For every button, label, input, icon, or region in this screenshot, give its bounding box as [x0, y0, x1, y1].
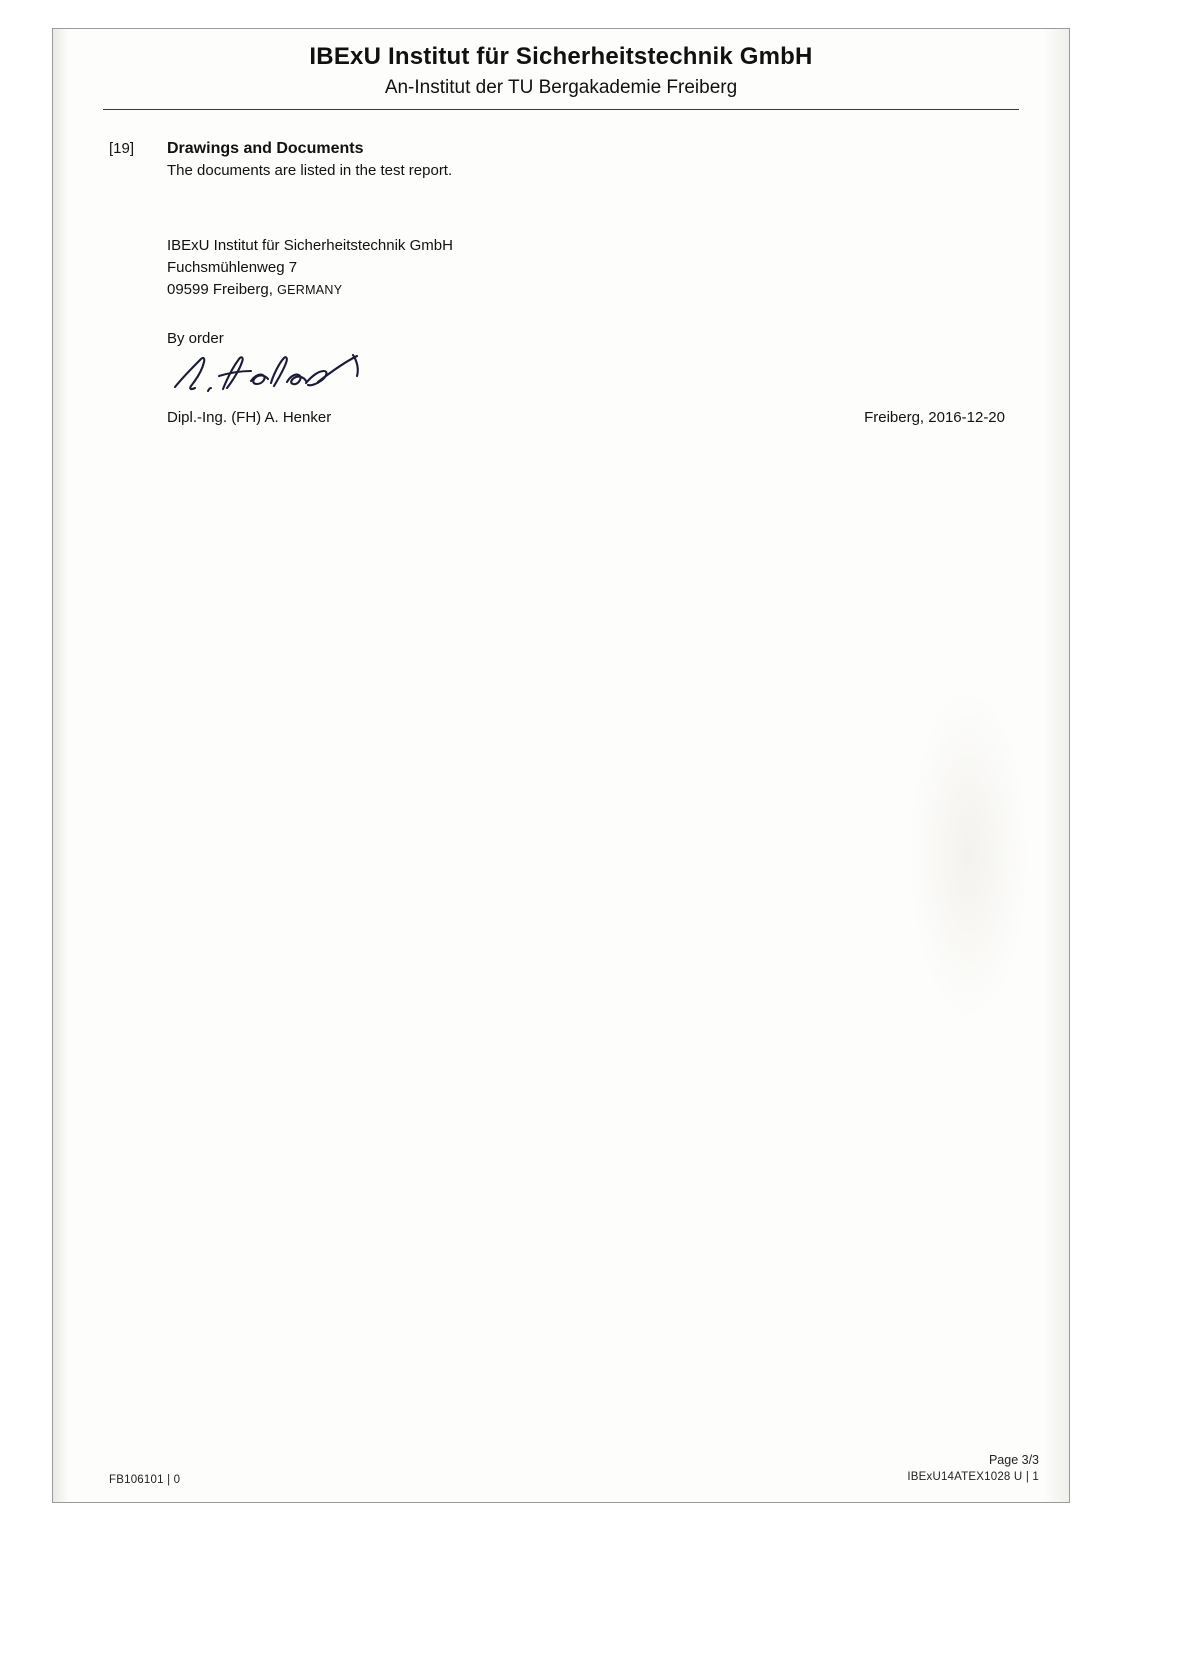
address-line-city	[167, 279, 1009, 301]
clause-title: Drawings and Documents	[167, 140, 364, 157]
address-country: GERMANY	[277, 282, 343, 297]
document-footer	[109, 1451, 1039, 1486]
clause-content	[167, 140, 1009, 179]
institute-subtitle: An-Institut der TU Bergakademie Freiberg	[384, 77, 738, 98]
footer-right-block	[907, 1451, 1039, 1486]
header-divider	[103, 109, 1019, 110]
address-city: 09599 Freiberg,	[167, 280, 278, 298]
by-order-label: By order	[167, 330, 224, 348]
clause-text: The documents are listed in the test report.	[167, 162, 453, 179]
scanned-page	[52, 28, 1070, 1503]
document-header	[53, 29, 1069, 99]
signee-name: Dipl.-Ing. (FH) A. Henker	[167, 409, 332, 427]
footer-page-number: Page 3/3	[988, 1453, 1039, 1468]
footer-reference: IBExU14ATEX1028 U | 1	[907, 1471, 1039, 1484]
document-body	[53, 140, 1069, 426]
place-and-date: Freiberg, 2016-12-20	[864, 409, 1005, 427]
clause-number: [19]	[109, 140, 135, 157]
address-line-company: IBExU Institut für Sicherheitstechnik GmbH	[167, 237, 453, 254]
page-content	[53, 29, 1069, 1502]
footer-form-id: FB106101 | 0	[109, 1474, 181, 1486]
signature-row	[109, 409, 1009, 426]
issuer-address	[167, 235, 1009, 300]
institute-title: IBExU Institut für Sicherheitstechnik GmbH	[309, 43, 813, 70]
clause-19	[109, 140, 1009, 179]
signature-image	[167, 349, 387, 401]
address-line-street: Fuchsmühlenweg 7	[167, 258, 298, 276]
